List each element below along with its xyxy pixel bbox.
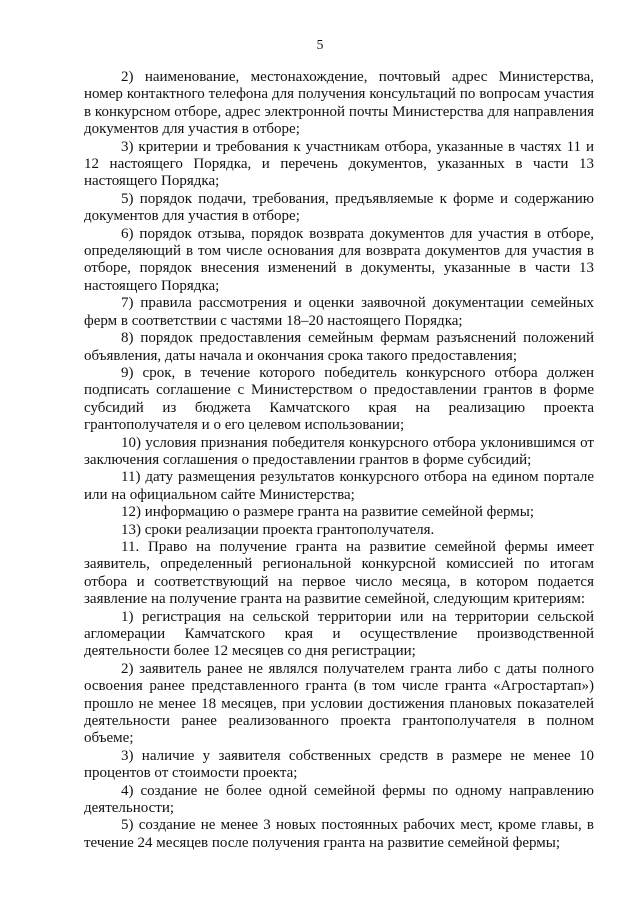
document-paragraph: 7) правила рассмотрения и оценки заявочной документации семейных ферм в соответствии с частями 18–20 настоящего Порядка; bbox=[84, 295, 594, 329]
document-paragraph: 10) условия признания победителя конкурсного отбора уклонившимся от заключения соглашения о предоставлении грантов в форме субсидий; bbox=[84, 434, 594, 468]
document-paragraph: 2) наименование, местонахождение, почтовый адрес Министерства, номер контактного телефона для получения консультаций по вопросам участия в конкурсном отборе, адрес электронной почты Министерства для направления документов для участия в отборе; bbox=[84, 69, 594, 138]
document-paragraph: 6) порядок отзыва, порядок возврата документов для участия в отборе, определяющий в том числе основания для возврата документов для участия в отборе, порядок внесения изменений в документы, указанные в части 13 настоящего Порядка; bbox=[84, 225, 594, 294]
document-paragraph: 11. Право на получение гранта на развитие семейной фермы имеет заявитель, определенный региональной конкурсной комиссией по итогам отбора и соответствующий на первое число месяца, в котором подается заявление на получение гранта на развитие семейной, следующим критериям: bbox=[84, 538, 594, 608]
document-paragraph: 13) сроки реализации проекта грантополучателя. bbox=[121, 521, 435, 538]
document-paragraph: 12) информацию о размере гранта на развитие семейной фермы; bbox=[121, 504, 534, 521]
document-paragraph: 8) порядок предоставления семейным фермам разъяснений положений объявления, даты начала и окончания срока такого предоставления; bbox=[84, 330, 594, 364]
page-number: 5 bbox=[316, 37, 324, 52]
document-paragraph: 11) дату размещения результатов конкурсного отбора на едином портале или на официальном сайте Министерства; bbox=[84, 469, 594, 503]
document-paragraph: 5) создание не менее 3 новых постоянных рабочих мест, кроме главы, в течение 24 месяцев после получения гранта на развитие семейной фермы; bbox=[84, 817, 594, 851]
document-paragraph: 1) регистрация на сельской территории или на территории сельской агломерации Камчатского края и осуществление производственной деятельности более 12 месяцев со дня регистрации; bbox=[84, 608, 594, 660]
document-paragraph: 2) заявитель ранее не являлся получателем гранта либо с даты полного освоения ранее представленного гранта (в том числе гранта «Агростартап») прошло не менее 18 месяцев, при условии достижения плановых показателей деятельности ранее реализованного проекта грантополучателя в полном объеме; bbox=[84, 660, 594, 747]
document-paragraph: 4) создание не более одной семейной фермы по одному направлению деятельности; bbox=[84, 782, 594, 817]
document-paragraph: 3) наличие у заявителя собственных средств в размере не менее 10 процентов от стоимости проекта; bbox=[84, 747, 594, 782]
document-paragraph: 3) критерии и требования к участникам отбора, указанные в частях 11 и 12 настоящего Порядка, и перечень документов, указанных в части 13 настоящего Порядка; bbox=[84, 138, 594, 190]
document-paragraph: 5) порядок подачи, требования, предъявляемые к форме и содержанию документов для участия в отборе; bbox=[84, 190, 594, 225]
document-paragraph: 9) срок, в течение которого победитель конкурсного отбора должен подписать соглашение с Министерством о предоставлении грантов в форме субсидий из бюджета Камчатского края на реализацию проекта грантополучателя и о его целевом использовании; bbox=[84, 364, 594, 434]
document-body bbox=[84, 69, 594, 852]
